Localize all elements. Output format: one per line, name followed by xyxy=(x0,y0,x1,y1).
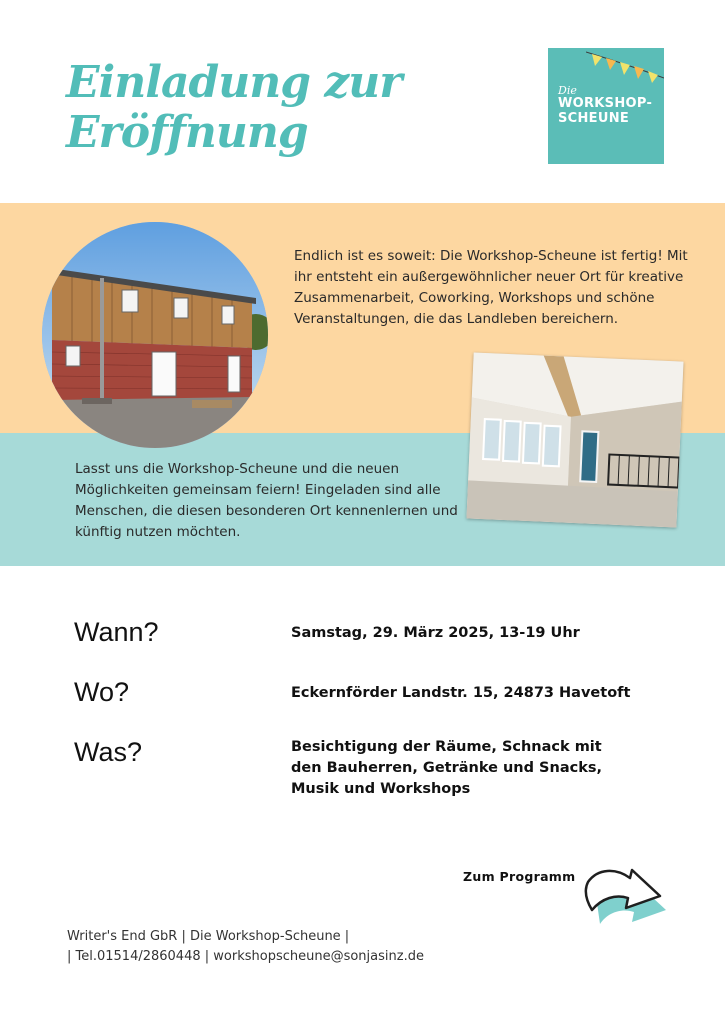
logo-die-text: Die xyxy=(558,84,577,97)
arrow-right-icon[interactable] xyxy=(584,862,668,928)
title-line-1: Einladung zur xyxy=(66,57,402,108)
program-link[interactable]: Zum Programm xyxy=(463,869,576,884)
barn-interior-photo xyxy=(466,352,683,527)
where-value: Eckernförder Landstr. 15, 24873 Havetoft xyxy=(291,685,631,701)
what-label: Was? xyxy=(74,737,143,767)
logo-line-1: WORKSHOP- xyxy=(558,96,653,111)
when-value: Samstag, 29. März 2025, 13-19 Uhr xyxy=(291,625,580,641)
page-title xyxy=(66,58,426,158)
logo-line-2: SCHEUNE xyxy=(558,111,630,126)
when-label: Wann? xyxy=(74,617,159,647)
invite-paragraph: Lasst uns die Workshop-Scheune und die neuen Möglichkeiten gemeinsam feiern! Eingeladen sind alle Menschen, die diesen besonderen Ort kennenlernen und künftig nutzen möchten. xyxy=(75,461,458,540)
barn-exterior-photo xyxy=(42,222,268,448)
footer-line-2: | Tel.01514/2860448 | workshopscheune@sonjasinz.de xyxy=(67,949,424,964)
where-label: Wo? xyxy=(74,677,130,707)
what-value: Besichtigung der Räume, Schnack mit den Bauherren, Getränke und Snacks, Musik und Workshops xyxy=(291,739,602,797)
workshop-scheune-logo xyxy=(548,48,664,164)
intro-paragraph: Endlich ist es soweit: Die Workshop-Scheune ist fertig! Mit ihr entsteht ein außergewöhnlicher neuer Ort für kreative Zusammenarbeit, Coworking, Workshops und schöne Veranstaltungen, die das Landleben bereichern. xyxy=(294,248,688,327)
bunting-icon xyxy=(586,48,664,84)
footer-line-1: Writer's End GbR | Die Workshop-Scheune | xyxy=(67,929,350,944)
title-line-2: Eröffnung xyxy=(66,107,308,158)
